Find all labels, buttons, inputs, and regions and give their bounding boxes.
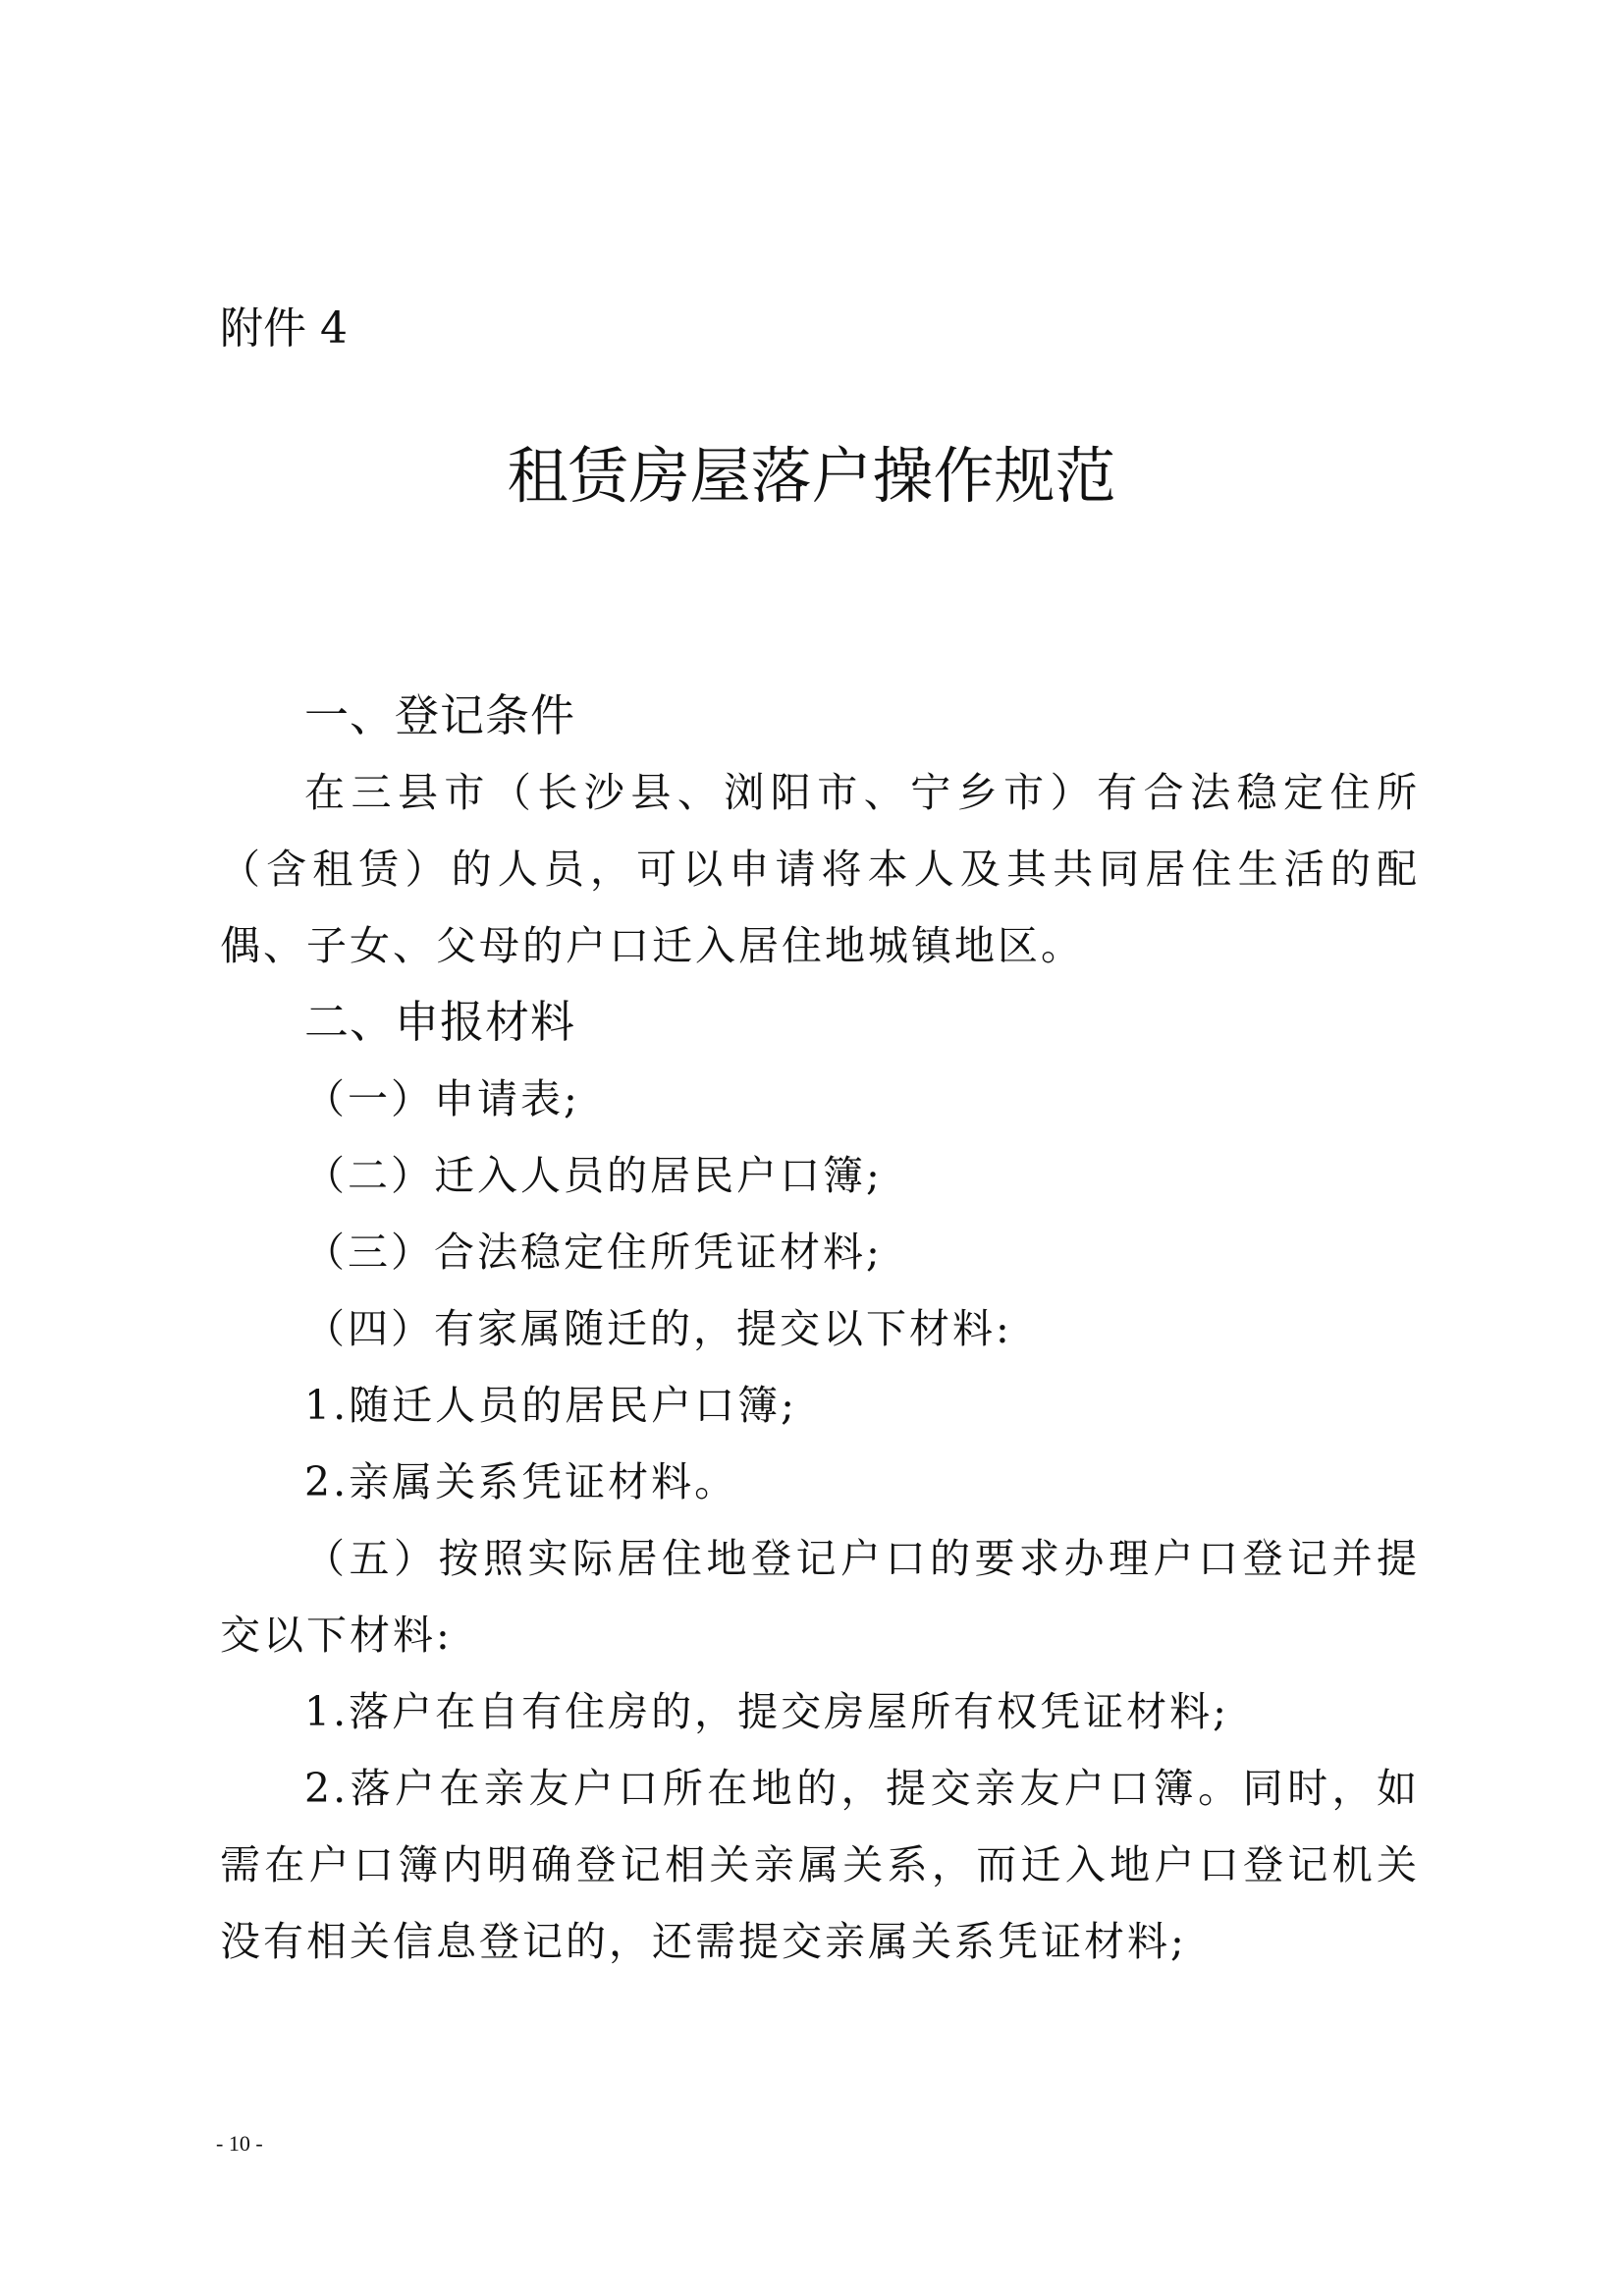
page-number: - 10 -: [216, 2131, 263, 2156]
family-subitem-relationship-proof: 2.亲属关系凭证材料。: [304, 1458, 738, 1505]
registration-subitem-own-house: 1.落户在自有住房的，提交房屋所有权凭证材料;: [304, 1688, 1229, 1735]
material-item-family-members: （四）有家属随迁的，提交以下材料:: [304, 1305, 1012, 1352]
registration-conditions-paragraph: 在三县市（长沙县、浏阳市、宁乡市）有合法稳定住所（含租赁）的人员，可以申请将本人及其共同居住生活的配偶、子女、父母的户口迁入居住地城镇地区。: [220, 769, 1420, 969]
family-subitem-household-register: 1.随迁人员的居民户口簿;: [304, 1382, 797, 1429]
attachment-label: 附件 4: [220, 303, 348, 354]
material-item-residence-proof: （三）合法稳定住所凭证材料;: [304, 1229, 883, 1276]
section-heading-registration-conditions: 一、登记条件: [304, 689, 576, 741]
section-heading-application-materials: 二、申报材料: [304, 996, 576, 1048]
material-item-household-register: （二）迁入人员的居民户口簿;: [304, 1152, 883, 1199]
document-title: 租赁房屋落户操作规范: [507, 440, 1116, 512]
material-item-registration-requirements: （五）按照实际居住地登记户口的要求办理户口登记并提交以下材料:: [220, 1535, 1420, 1659]
material-item-application-form: （一）申请表;: [304, 1075, 580, 1122]
registration-subitem-relatives-household: 2.落户在亲友户口所在地的，提交亲友户口簿。同时，如需在户口簿内明确登记相关亲属关系，而迁入地户口登记机关没有相关信息登记的，还需提交亲属关系凭证材料;: [220, 1765, 1420, 1965]
document-body: [220, 678, 1420, 1980]
